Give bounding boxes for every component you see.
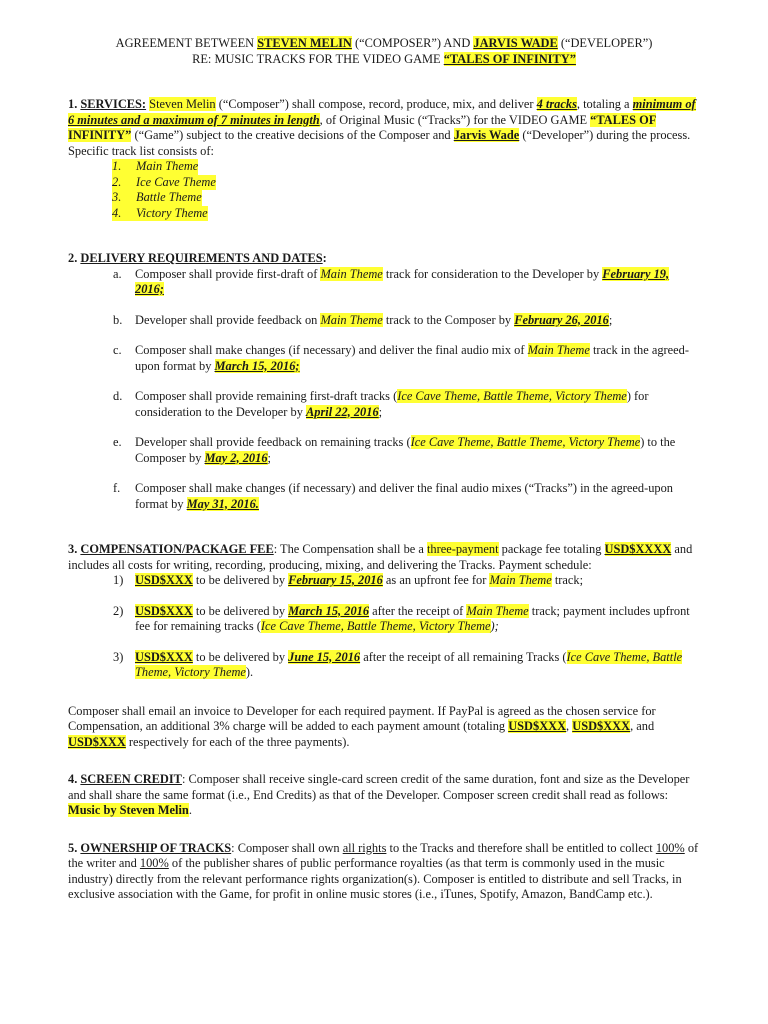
list-item: 3. Battle Theme <box>112 190 202 204</box>
list-item: 1) USD$XXX to be delivered by February 15, 2016 as an upfront fee for Main Theme track; <box>113 573 584 587</box>
list-item: 2. Ice Cave Theme <box>112 174 216 189</box>
composer-name: STEVEN MELIN <box>257 36 352 50</box>
track-list <box>112 159 700 221</box>
ownership-heading: OWNERSHIP OF TRACKS <box>80 840 232 855</box>
list-item: d. Composer shall provide remaining first-draft tracks (Ice Cave Theme, Battle Theme, Victory Theme) for consideration to the Developer by April 22, 2016; <box>113 389 649 419</box>
compensation-paragraph: 3. COMPENSATION/PACKAGE FEE: The Compensation shall be a three-payment package fee totaling USD$XXXX and includes all costs for writing, recording, producing, mixing, and delivering the Tracks. Payment schedule: <box>68 542 693 572</box>
list-item: a. Composer shall provide first-draft of Main Theme track for consideration to the Developer by February 19, 2016; <box>113 266 670 296</box>
ownership-paragraph: 5. OWNERSHIP OF TRACKS: Composer shall own all rights to the Tracks and therefore shall be entitled to collect 100% of the writer and 100% of the publisher shares of public performance royalties (as that term is commonly used in the music industry) directly from the relevant performance rights organization(s). Composer is entitled to distribute and sell Tracks, in exclusive association with the Game, for profit in online music stores (i.e., iTunes, Spotify, Amazon, BandCamp etc.). <box>68 840 699 901</box>
paypal-paragraph: Composer shall email an invoice to Developer for each required payment. If PayPal is agreed as the chosen service for Compensation, an additional 3% charge will be added to each payment amount (totaling USD$XXX, USD$XXX, and USD$XXX respectively for each of the three payments). <box>68 703 656 749</box>
list-item: c. Composer shall make changes (if necessary) and deliver the final audio mix of Main Theme track in the agreed-upon format by March 15, 2016; <box>113 343 689 373</box>
delivery-heading: DELIVERY REQUIREMENTS AND DATES <box>80 251 323 265</box>
list-item: 3) USD$XXX to be delivered by June 15, 2016 after the receipt of all remaining Tracks (Ice Cave Theme, Battle Theme, Victory Theme). <box>113 649 683 679</box>
list-item: e. Developer shall provide feedback on remaining tracks (Ice Cave Theme, Battle Theme, Victory Theme) to the Composer by May 2, 2016; <box>113 435 676 465</box>
delivery-heading-line: 2. DELIVERY REQUIREMENTS AND DATES: <box>68 251 327 265</box>
section-screen-credit <box>68 772 700 819</box>
title-line-1: AGREEMENT BETWEEN STEVEN MELIN (“COMPOSER”) AND JARVIS WADE (“DEVELOPER”) <box>115 36 653 50</box>
game-title: “TALES OF INFINITY” <box>443 51 576 66</box>
list-item: 4. Victory Theme <box>112 205 208 220</box>
section-ownership <box>68 841 700 903</box>
delivery-items <box>68 267 700 513</box>
screen-credit-paragraph: 4. SCREEN CREDIT: Composer shall receive single-card screen credit of the same duration, font and size as the Developer and shall share the same format (i.e., End Credits) as that of the Developer. Composer screen credit shall read as follows: Music by Steven Melin. <box>68 772 690 817</box>
section-compensation <box>68 542 700 750</box>
section-delivery <box>68 251 700 512</box>
payment-schedule <box>68 573 700 681</box>
developer-name: JARVIS WADE <box>473 36 558 50</box>
agreement-title <box>68 36 700 67</box>
list-item: 2) USD$XXX to be delivered by March 15, 2016 after the receipt of Main Theme track; payment includes upfront fee for remaining tracks (Ice Cave Theme, Battle Theme, Victory Theme); <box>113 603 690 633</box>
services-paragraph: 1. SERVICES: Steven Melin (“Composer”) shall compose, record, produce, mix, and deliver 4 tracks, totaling a minimum of 6 minutes and a maximum of 7 minutes in length, of Original Music (“Tracks”) for the VIDEO GAME “TALES OF INFINITY” (“Game”) subject to the creative decisions of the Composer and Jarvis Wade (“Developer”) during the process. Specific track list consists of: <box>68 97 696 158</box>
compensation-heading: COMPENSATION/PACKAGE FEE <box>80 542 274 556</box>
services-heading: SERVICES: <box>80 97 147 111</box>
list-item: f. Composer shall make changes (if necessary) and deliver the final audio mixes (“Tracks”) in the agreed-upon format by May 31, 2016. <box>113 481 674 511</box>
title-line-2: RE: MUSIC TRACKS FOR THE VIDEO GAME “TALES OF INFINITY” <box>192 51 576 66</box>
screen-credit-heading: SCREEN CREDIT <box>80 772 182 786</box>
list-item: b. Developer shall provide feedback on Main Theme track to the Composer by February 26, 2016; <box>113 312 613 327</box>
list-item: 1. Main Theme <box>112 159 199 173</box>
section-services <box>68 97 700 221</box>
